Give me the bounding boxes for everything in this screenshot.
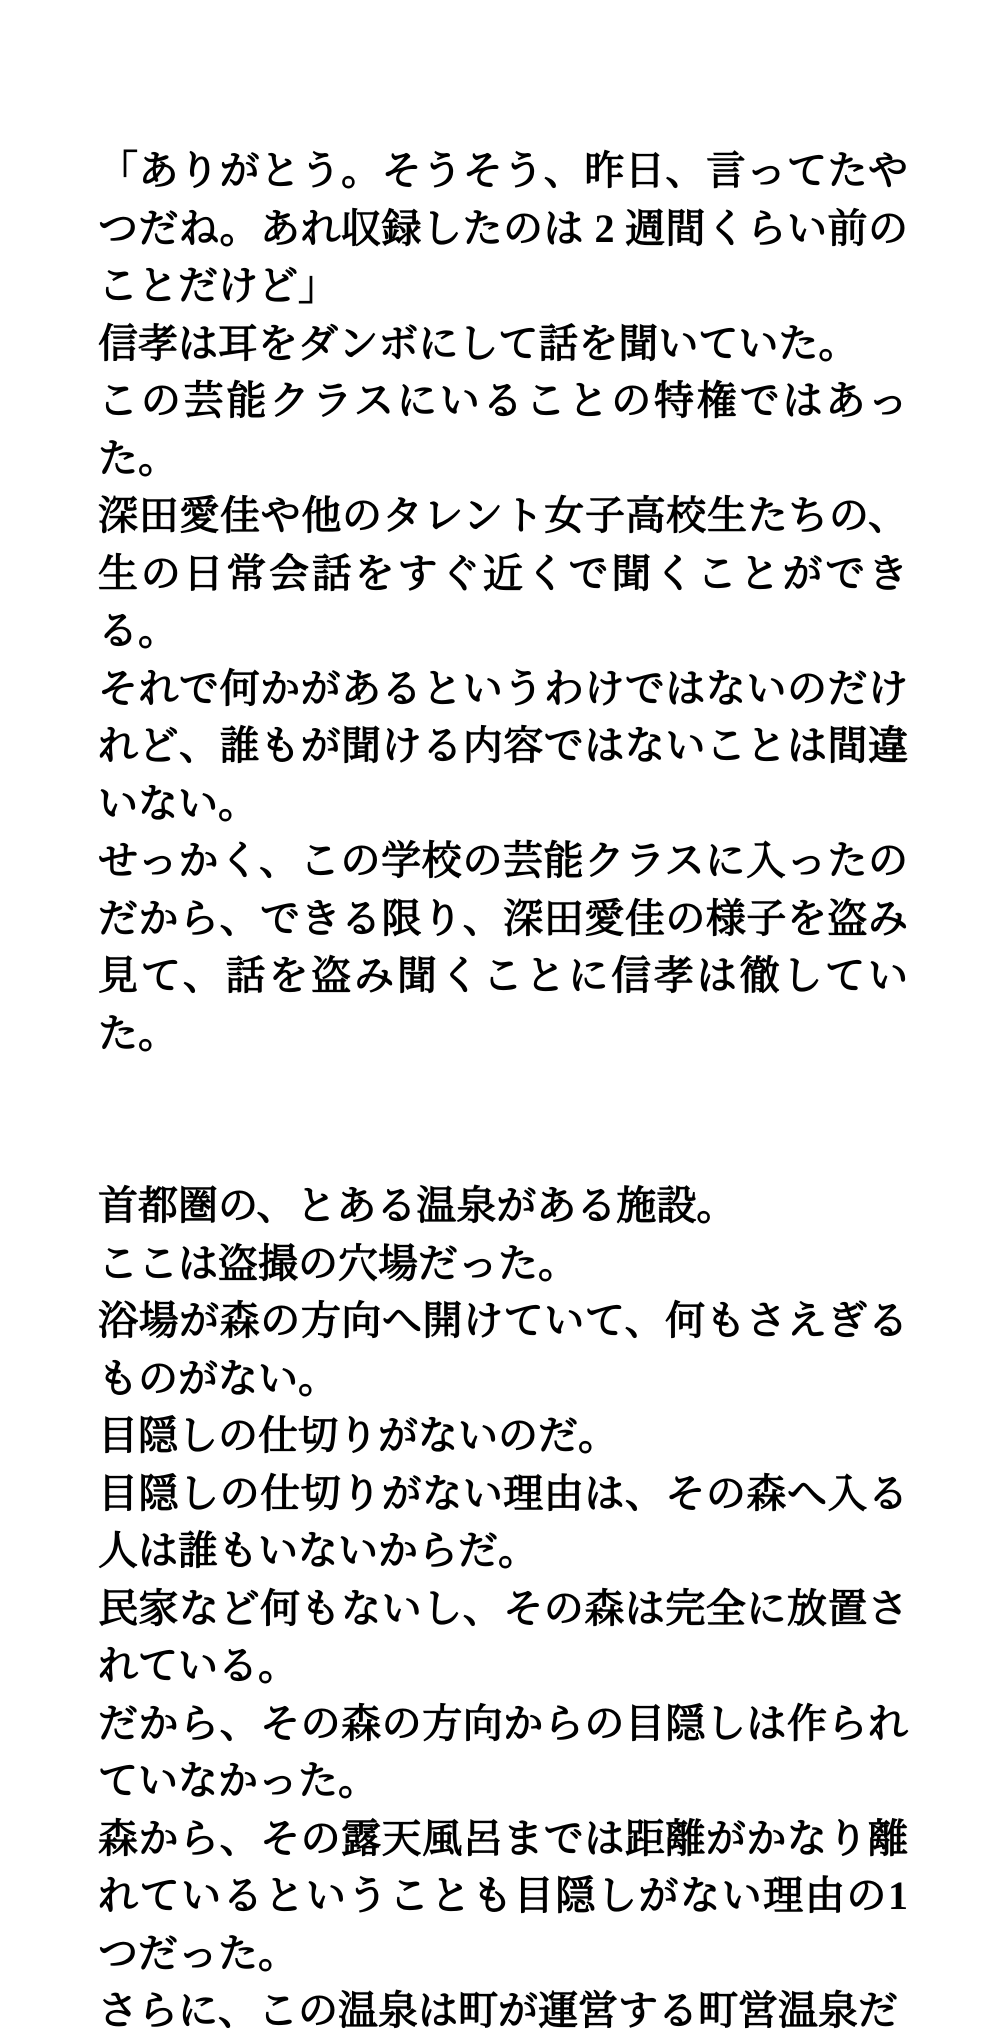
paragraph: この芸能クラスにいることの特権ではあった。: [98, 378, 908, 481]
paragraph: 森から、その露天風呂までは距離がかなり離れているということも目隠しがない理由の1つだった。: [98, 1815, 908, 1976]
paragraph: せっかく、この学校の芸能クラスに入ったのだから、できる限り、深田愛佳の様子を盗み見て、話を盗み聞くことに信孝は徹していた。: [98, 838, 908, 1056]
paragraph: 深田愛佳や他のタレント女子高校生たちの、生の日常会話をすぐ近くで聞くことができる。: [98, 493, 908, 653]
paragraph: 「ありがとう。そうそう、昨日、言ってたやつだね。あれ収録したのは 2 週間くらい前のことだけど」: [98, 148, 908, 308]
section-break: [98, 1062, 908, 1177]
paragraph: 浴場が森の方向へ開けていて、何もさえぎるものがない。: [98, 1298, 908, 1401]
paragraph: 民家など何もないし、その森は完全に放置されている。: [98, 1585, 908, 1688]
paragraph: 目隠しの仕切りがない理由は、その森へ入る人は誰もいないからだ。: [98, 1470, 908, 1573]
paragraph: 信孝は耳をダンボにして話を聞いていた。: [98, 320, 859, 366]
paragraph: 目隠しの仕切りがないのだ。: [98, 1413, 618, 1458]
paragraph: だから、その森の方向からの目隠しは作られていなかった。: [98, 1700, 908, 1803]
story-section-1: [98, 142, 908, 1062]
paragraph: 首都圏の、とある温泉がある施設。: [98, 1183, 737, 1228]
paragraph: さらに、この温泉は町が運営する町営温泉だ: [98, 1988, 898, 2033]
story-section-2: [98, 1177, 908, 2040]
paragraph: それで何かがあるというわけではないのだけれど、誰もが聞ける内容ではないことは間違いない。: [98, 665, 908, 826]
paragraph: ここは盗撮の穴場だった。: [98, 1240, 578, 1286]
